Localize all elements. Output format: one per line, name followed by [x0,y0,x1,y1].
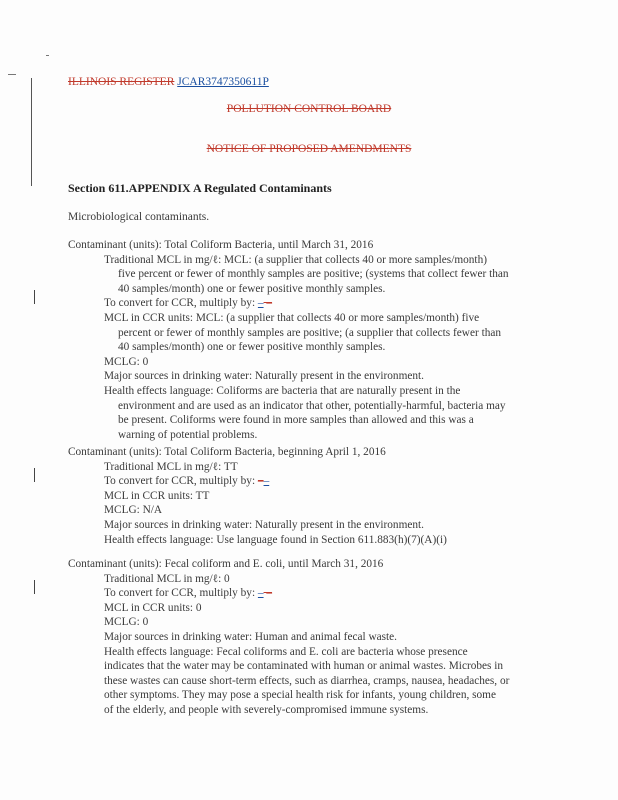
contaminant-line: warning of potential problems. [118,428,258,441]
contaminant-line: MCL in CCR units: 0 [104,601,202,614]
contaminant-line: of the elderly, and people with severely-compromised immune systems. [104,703,429,716]
contaminant-line: environment and are used as an indicator that other, potentially-harmful, bacteria may [118,399,506,412]
contaminant-line: these wastes can cause short-term effects, such as diarrhea, cramps, nausea, headaches, or [104,674,510,687]
register-struck: ILLINOIS REGISTER [68,76,175,88]
contaminant-line: Major sources in drinking water: Naturally present in the environment. [104,370,424,383]
contaminant-line: MCL in CCR units: MCL: (a supplier that collects 40 or more samples/month) five [104,311,480,324]
deleted-text: – [263,587,273,600]
contaminant-line: To convert for CCR, multiply by: –– [104,475,270,488]
contaminant-line: five percent or fewer of monthly samples are positive; (systems that collect fewer than [118,268,509,281]
contaminant-line: 40 samples/month) one or fewer positive monthly samples. [118,341,386,354]
board-heading: POLLUTION CONTROL BOARD [226,103,392,115]
contaminant-line: Traditional MCL in mg/ℓ: MCL: (a supplier that collects 40 or more samples/month) [104,253,487,266]
inserted-text: – [263,475,270,488]
inserted-text: – [257,297,264,310]
margin-rule [31,78,32,186]
scan-artifact [46,55,49,56]
contaminant-line: 40 samples/month) one or fewer positive monthly samples. [118,282,386,295]
contaminant-block [68,445,548,547]
contaminant-line: percent or fewer of monthly samples are positive; (a supplier that collects fewer than [118,326,502,339]
contaminant-line: Health effects language: Coliforms are bacteria that are naturally present in the [104,384,461,397]
intro-text: Microbiological contaminants. [68,211,210,223]
contaminant-block [68,238,548,442]
contaminant-line: MCLG: 0 [104,616,149,629]
contaminant-line: other symptoms. They may pose a special health risk for infants, young children, some [104,689,496,702]
register-code: JCAR3747350611P [177,76,269,88]
contaminant-line: MCLG: 0 [104,355,149,368]
deleted-text: – [263,297,273,310]
contaminant-line: Traditional MCL in mg/ℓ: 0 [104,572,230,585]
contaminant-line: To convert for CCR, multiply by: – – [104,297,273,310]
contaminant-line: MCLG: N/A [104,504,163,517]
contaminant-line: MCL in CCR units: TT [104,489,210,502]
contaminant-heading: Contaminant (units): Total Coliform Bacteria, beginning April 1, 2016 [68,446,386,458]
contaminant-line: Traditional MCL in mg/ℓ: TT [104,460,238,473]
inserted-text: – [257,587,264,600]
contaminant-heading: Contaminant (units): Total Coliform Bacteria, until March 31, 2016 [68,239,374,251]
contaminant-line: Health effects language: Use language found in Section 611.883(h)(7)(A)(i) [104,533,447,546]
change-bar [34,290,35,304]
contaminant-line: Major sources in drinking water: Naturally present in the environment. [104,518,424,531]
contaminant-line: Major sources in drinking water: Human and animal fecal waste. [104,630,397,643]
change-bar [34,580,35,594]
contaminant-line: To convert for CCR, multiply by: – – [104,587,273,600]
contaminant-block [68,557,548,718]
contaminant-line: indicates that the water may be contaminated with human or animal wastes. Microbes in [104,660,504,673]
scan-artifact [8,74,16,75]
notice-heading: NOTICE OF PROPOSED AMENDMENTS [206,143,412,155]
deleted-text: – [257,475,264,488]
contaminant-heading: Contaminant (units): Fecal coliform and E. coli, until March 31, 2016 [68,558,384,570]
contaminant-line: Health effects language: Fecal coliforms and E. coli are bacteria whose presence [104,645,468,658]
section-title: Section 611.APPENDIX A Regulated Contaminants [68,181,332,195]
register-header [68,75,269,89]
change-bar [34,468,35,482]
contaminant-line: be present. Coliforms were found in more samples than allowed and this was a [118,414,474,427]
